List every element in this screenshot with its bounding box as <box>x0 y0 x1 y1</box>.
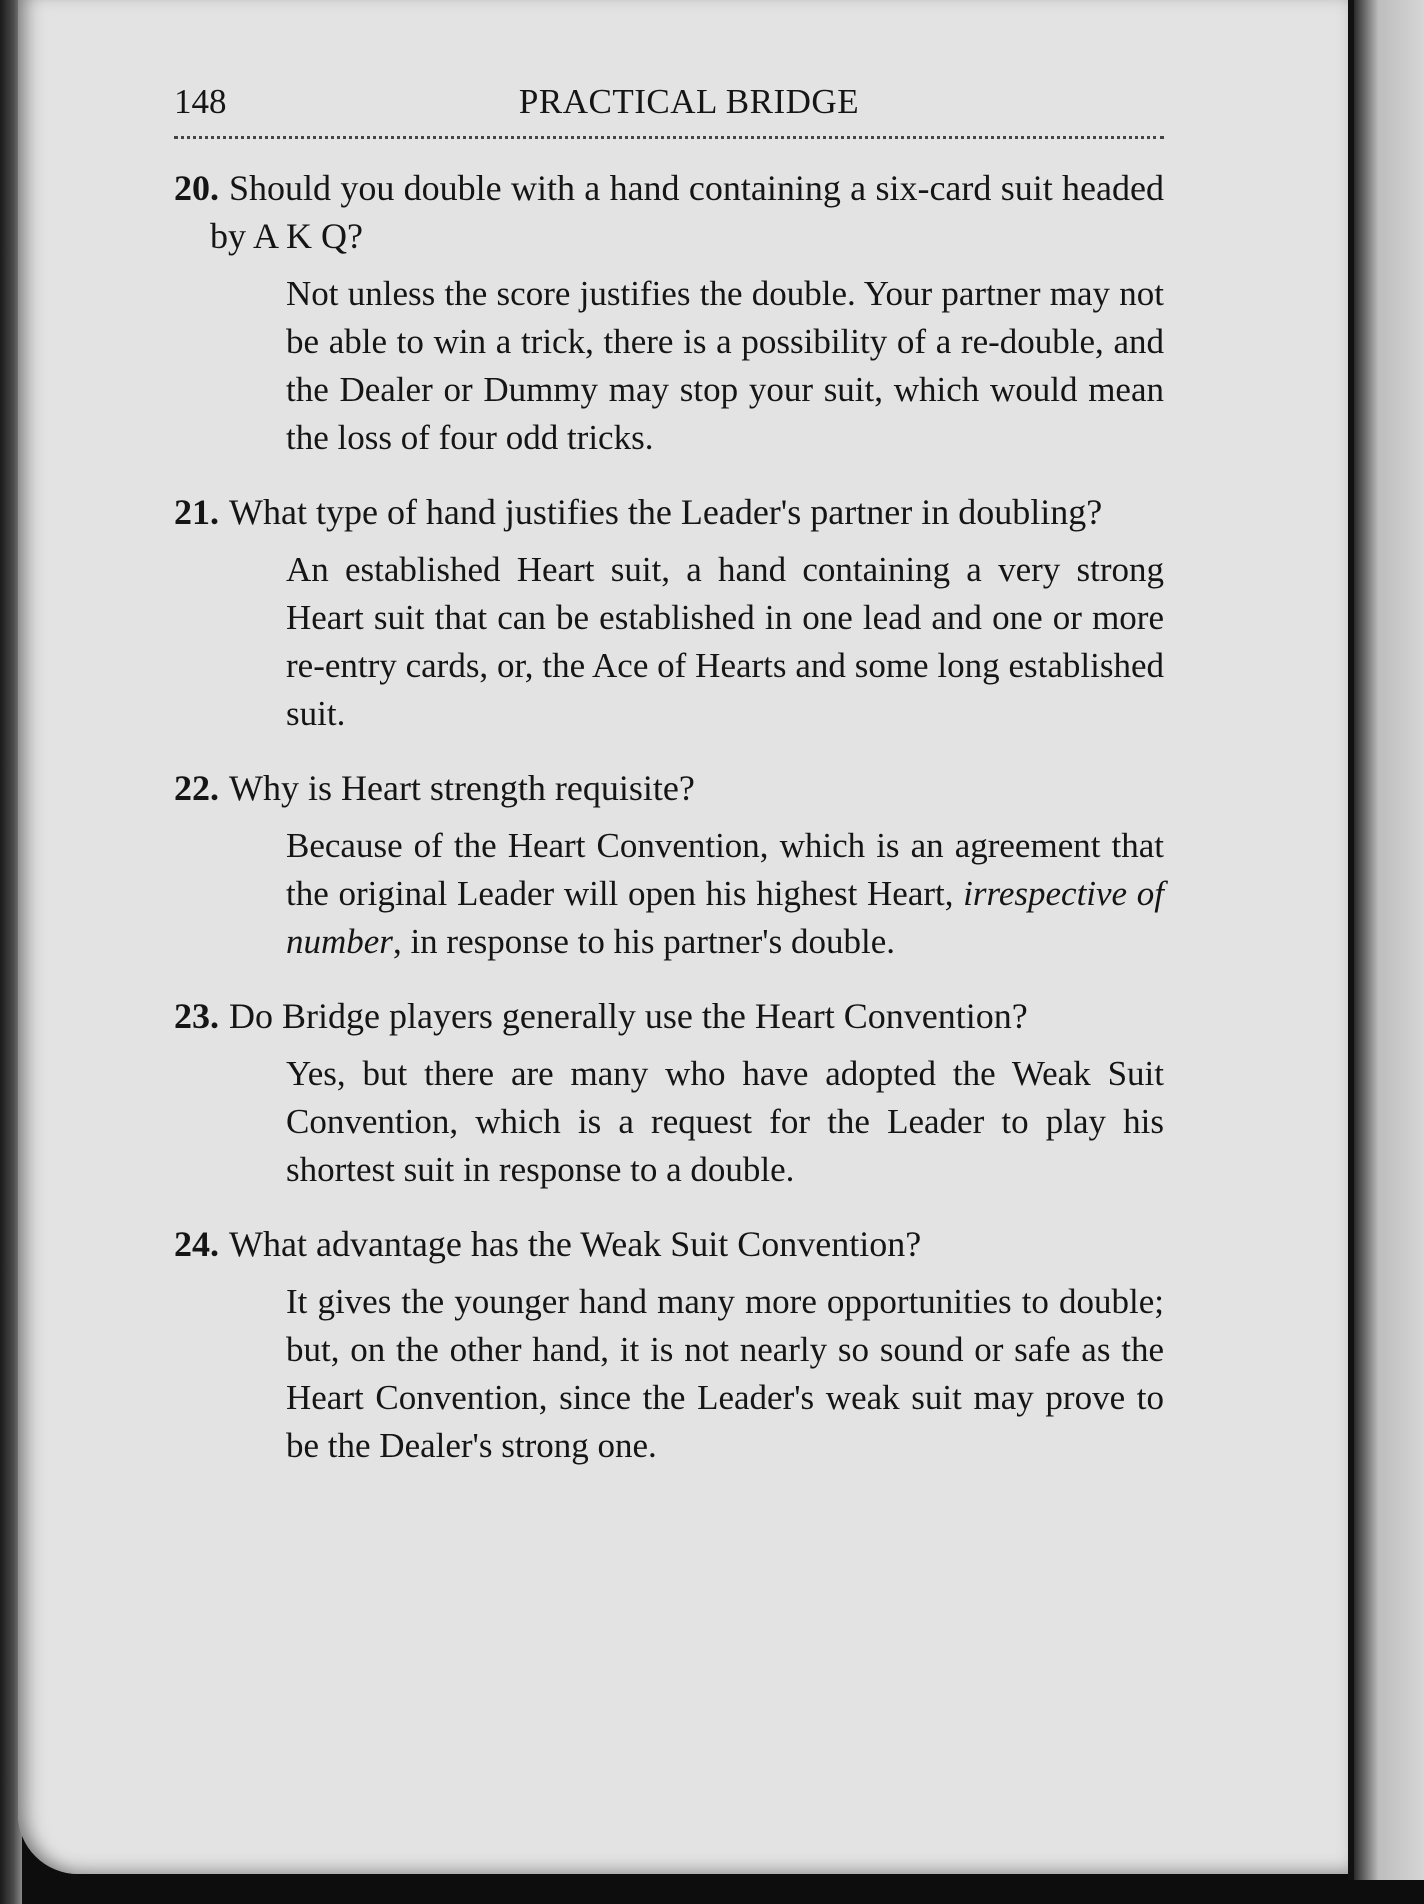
answer <box>286 270 1164 462</box>
qa-item <box>174 764 1164 966</box>
qa-item <box>174 488 1164 738</box>
answer-italic-text: irrespective of number <box>286 874 1164 961</box>
running-title: PRACTICAL BRIDGE <box>518 82 860 121</box>
question-text: What advantage has the Weak Suit Convention? <box>229 1224 922 1264</box>
answer-text: It gives the younger hand many more opportunities to double; but, on the other hand, it is not nearly so sound or safe as the Heart Convention, since the Leader's weak suit may prove to be the Dealer's strong one. <box>286 1282 1164 1465</box>
question-text: Why is Heart strength requisite? <box>229 768 695 808</box>
answer-text: Yes, but there are many who have adopted the Weak Suit Convention, which is a request for the Leader to play his shortest suit in response to a double. <box>286 1054 1164 1189</box>
page-gutter <box>1348 0 1354 1880</box>
question-text: Do Bridge players generally use the Heart Convention? <box>229 996 1028 1036</box>
question <box>174 488 1164 536</box>
question-number: 22. <box>174 768 219 808</box>
question-number: 20. <box>174 168 219 208</box>
answer <box>286 1050 1164 1194</box>
question <box>174 992 1164 1040</box>
qa-item <box>174 164 1164 462</box>
question-answer-list <box>174 164 1164 1496</box>
question-number: 21. <box>174 492 219 532</box>
facing-page-edge <box>1354 0 1424 1880</box>
answer-text: An established Heart suit, a hand containing a very strong Heart suit that can be established in one lead and one or more re-entry cards, or, the Ace of Hearts and some long established suit. <box>286 550 1164 733</box>
question-number: 23. <box>174 996 219 1036</box>
qa-item <box>174 1220 1164 1470</box>
question <box>174 164 1164 260</box>
qa-item <box>174 992 1164 1194</box>
answer-text: Because of the Heart Convention, which is an agreement that the original Leader will open his highest Heart, <box>286 826 1164 913</box>
running-head <box>174 82 1164 122</box>
question <box>174 764 1164 812</box>
question <box>174 1220 1164 1268</box>
page-number: 148 <box>174 82 227 121</box>
answer-text: , in response to his partner's double. <box>392 922 895 961</box>
answer <box>286 546 1164 738</box>
answer <box>286 822 1164 966</box>
question-text: What type of hand justifies the Leader's partner in doubling? <box>229 492 1103 532</box>
header-dotted-rule <box>174 136 1164 139</box>
question-number: 24. <box>174 1224 219 1264</box>
answer <box>286 1278 1164 1470</box>
answer-text: Not unless the score justifies the double. Your partner may not be able to win a trick, there is a possibility of a re-double, and the Dealer or Dummy may stop your suit, which would mean the loss of four odd tricks. <box>286 274 1164 457</box>
question-text: Should you double with a hand containing a six-card suit headed by A K Q? <box>210 168 1164 256</box>
